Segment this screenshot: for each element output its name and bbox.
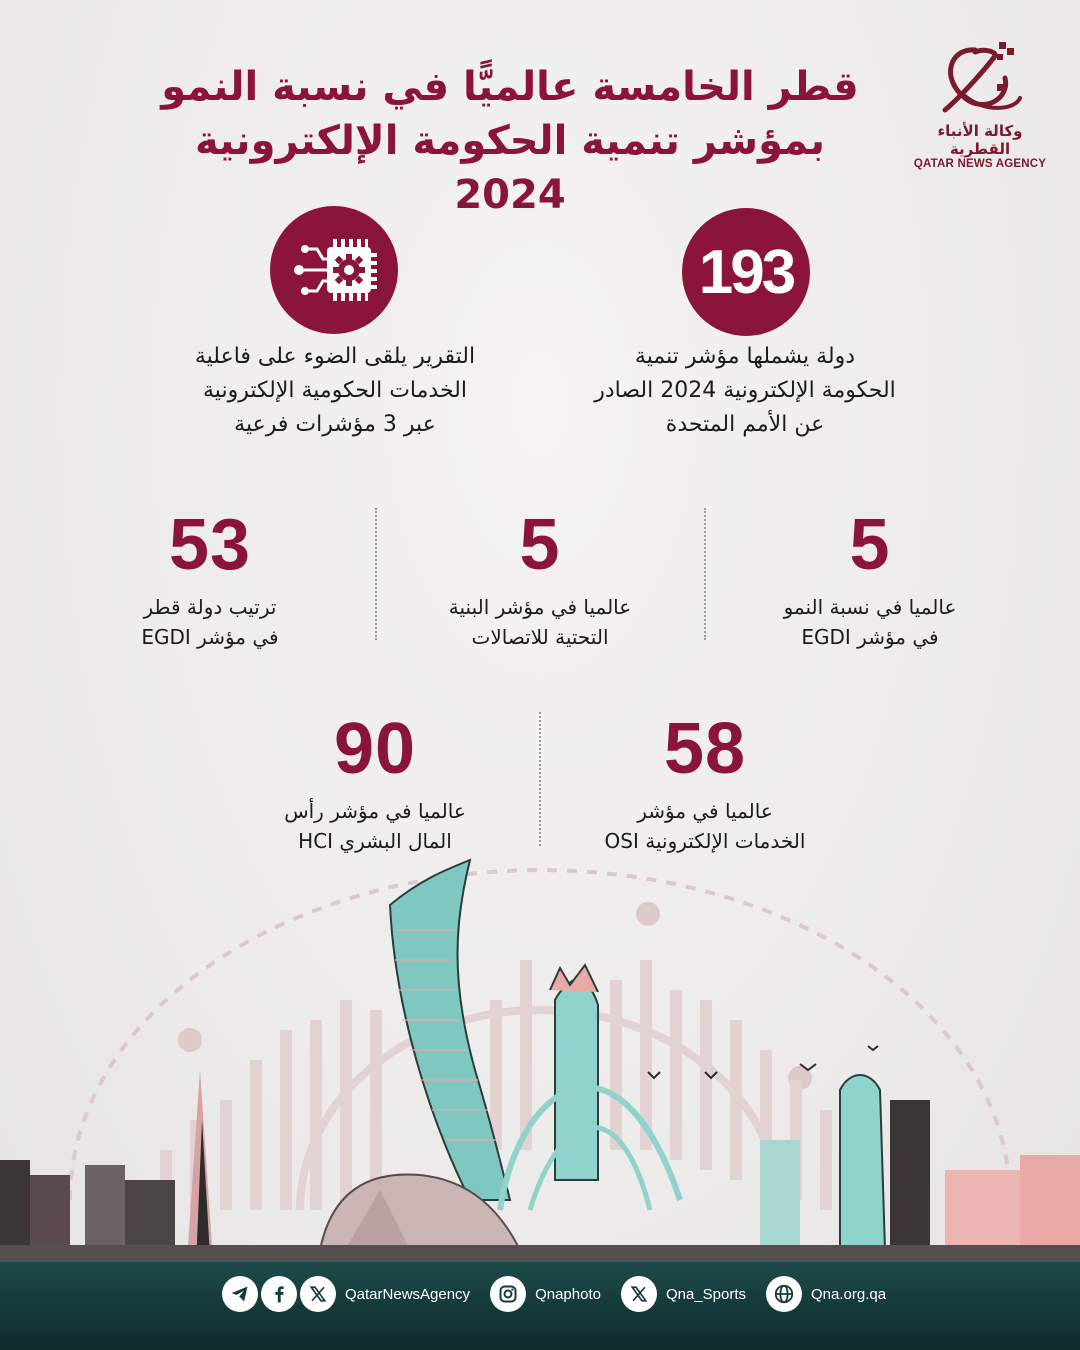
stat-label xyxy=(740,592,1000,652)
instagram-icon[interactable] xyxy=(490,1276,526,1312)
social-links xyxy=(222,1276,906,1312)
desc-line: الحكومة الإلكترونية 2024 الصادر xyxy=(594,378,896,403)
desc-line: عبر 3 مؤشرات فرعية xyxy=(234,412,436,437)
stat-label-line: في مؤشر EGDI xyxy=(141,625,279,649)
stat-osi xyxy=(575,710,835,856)
stat-label-line: ترتيب دولة قطر xyxy=(143,595,277,619)
stat-label xyxy=(80,592,340,652)
divider xyxy=(539,712,541,846)
report-description xyxy=(160,340,510,442)
divider xyxy=(375,508,377,640)
stat-label xyxy=(575,796,835,856)
stat-value: 53 xyxy=(168,505,252,585)
chip-gear-icon xyxy=(289,235,379,305)
social-handle-qnaphoto[interactable]: Qnaphoto xyxy=(535,1285,601,1303)
stat-label-line: عالميا في مؤشر رأس xyxy=(284,799,466,823)
desc-line: الخدمات الحكومية الإلكترونية xyxy=(203,378,467,403)
desc-line: التقرير يلقى الضوء على فاعلية xyxy=(194,344,476,369)
x-icon[interactable] xyxy=(300,1276,336,1312)
social-handle-qna-sports[interactable]: Qna_Sports xyxy=(665,1285,746,1303)
stat-value: 90 xyxy=(333,709,417,789)
countries-description xyxy=(560,340,930,442)
divider xyxy=(704,508,706,640)
x-icon[interactable] xyxy=(621,1276,657,1312)
stat-egdi-growth xyxy=(740,506,1000,652)
logo-name-en: QATAR NEWS AGENCY xyxy=(913,158,1047,170)
social-handle-qatarnewsagency[interactable]: QatarNewsAgency xyxy=(345,1285,471,1303)
telegram-icon[interactable] xyxy=(222,1276,258,1312)
countries-count: 193 xyxy=(698,237,794,307)
title-line-1: قطر الخامسة عالميًّا في نسبة النمو xyxy=(161,64,859,110)
chip-badge xyxy=(270,206,398,334)
stat-hci xyxy=(245,710,505,856)
stat-label-line: المال البشري HCI xyxy=(298,829,452,853)
title-line-2: بمؤشر تنمية الحكومة الإلكترونية 2024 xyxy=(194,118,826,218)
globe-icon[interactable] xyxy=(766,1276,802,1312)
desc-line: دولة يشملها مؤشر تنمية xyxy=(634,344,856,369)
stat-label-line: التحتية للاتصالات xyxy=(471,625,609,649)
stat-label-line: عالميا في مؤشر البنية xyxy=(448,595,632,619)
countries-count-badge xyxy=(682,208,810,336)
stat-value: 5 xyxy=(519,505,561,585)
social-handle-website[interactable]: Qna.org.qa xyxy=(811,1285,887,1303)
stat-label-line: في مؤشر EGDI xyxy=(801,625,939,649)
stat-label-line: الخدمات الإلكترونية OSI xyxy=(604,829,806,853)
stat-label xyxy=(245,796,505,856)
qna-logo xyxy=(905,38,1055,170)
qna-emblem-icon xyxy=(935,38,1025,118)
logo-name-ar: وكالة الأنباء القطرية xyxy=(937,122,1023,158)
stat-label xyxy=(410,592,670,652)
stat-telecom-infrastructure xyxy=(410,506,670,652)
stat-label-line: عالميا في نسبة النمو xyxy=(783,595,957,619)
facebook-icon[interactable] xyxy=(261,1276,297,1312)
desc-line: عن الأمم المتحدة xyxy=(665,412,825,437)
stat-value: 58 xyxy=(663,709,747,789)
stat-egdi-rank xyxy=(80,506,340,652)
stat-label-line: عالميا في مؤشر xyxy=(637,799,773,823)
page-title xyxy=(150,60,870,222)
stat-value: 5 xyxy=(849,505,891,585)
